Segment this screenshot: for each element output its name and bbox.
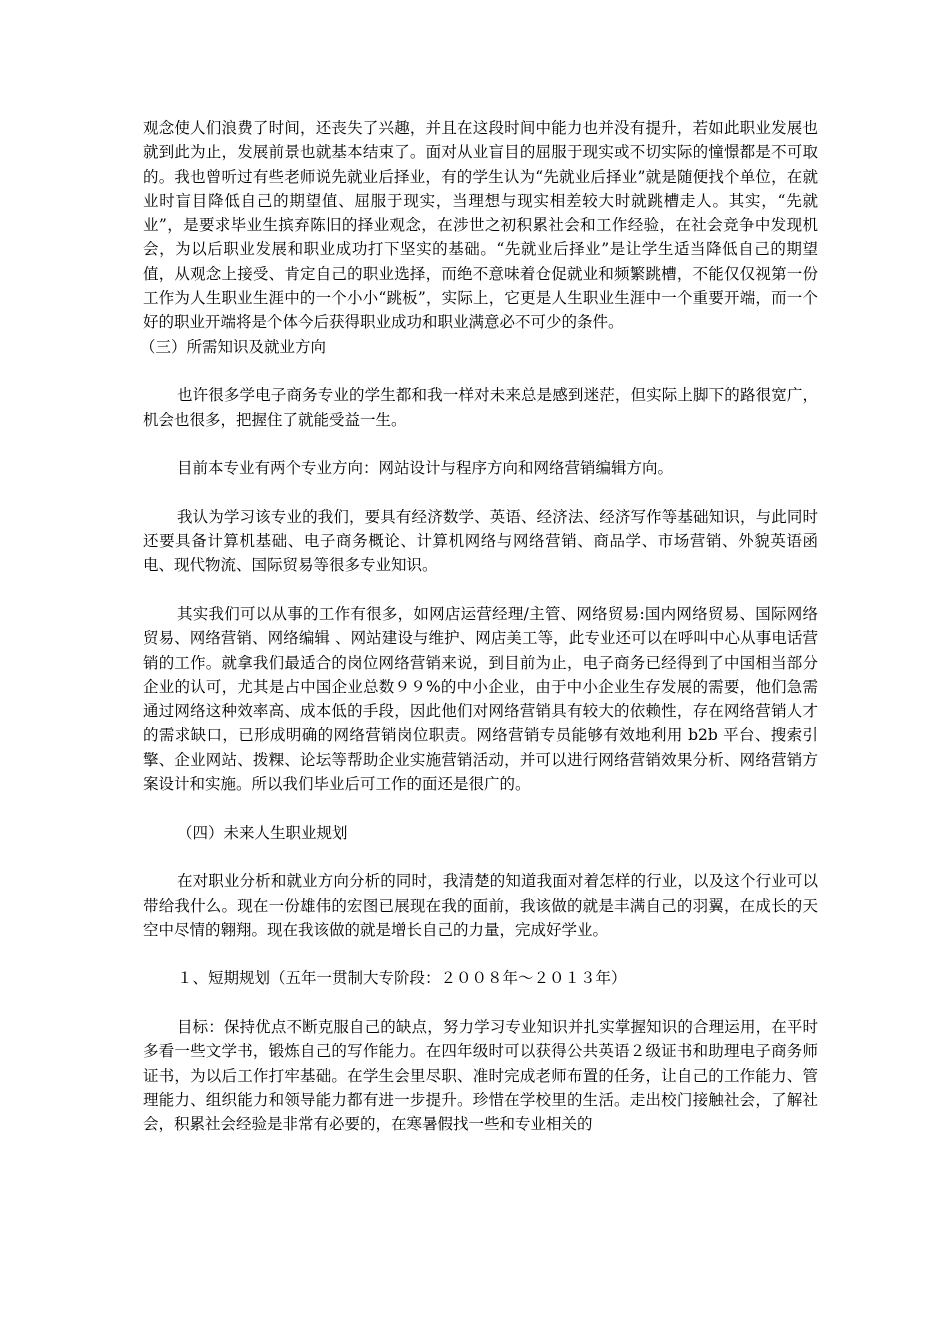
paragraph-job-options: 其实我们可以从事的工作有很多，如网店运营经理/主管、网络贸易:国内网络贸易、国际网络贸易、网络营销、网络编辑 、网站建设与维护、网店美工等，此专业还可以在呼叫中心从事电话营销的工作。就拿我们最适合的岗位网络营销来说，到目前为止，电子商务已经得到了中国相当部分企业的认可，尤其是占中国企业总数９９%的中小企业，由于中小企业生存发展的需要，他们急需通过网络这种效率高、成本低的手段，因此他们对网络营销具有较大的依赖性，存在网络营销人才的需求缺口，已形成明确的网络营销岗位职责。网络营销专员能够有效地利用 b2b 平台、搜索引擎、企业网站、拨粿、论坛等帮助企业实施营销活动，并可以进行网络营销效果分析、网络营销方案设计和实施。所以我们毕业后可工作的面还是很广的。 [143, 604, 818, 794]
paragraph-knowledge-required: 我认为学习该专业的我们，要具有经济数学、英语、经济法、经济写作等基础知识，与此同时还要具备计算机基础、电子商务概论、计算机网络与网络营销、商品学、市场营销、外貌英语函电、现代物流、国际贸易等很多专业知识。 [143, 507, 818, 575]
paragraph-directions: 目前本专业有两个专业方向：网站设计与程序方向和网络营销编辑方向。 [177, 459, 674, 478]
section-heading-knowledge: （三）所需知识及就业方向 [140, 337, 327, 356]
paragraph-goals: 目标：保持优点不断克服自己的缺点，努力学习专业知识并扎实掌握知识的合理运用，在平时多看一些文学书，锻炼自己的写作能力。在四年级时可以获得公共英语２级证书和助理电子商务师证书，为以后工作打牢基础。在学生会里尽职、准时完成老师布置的任务，让自己的工作能力、管理能力、组织能力和领导能力都有进一步提升。珍惜在学校里的生活。走出校门接触社会，了解社会，积累社会经验是非常有必要的，在寒暑假找一些和专业相关的 [143, 1017, 818, 1134]
paragraph-career-concept: 观念使人们浪费了时间，还丧失了兴趣，并且在这段时间中能力也并没有提升，若如此职业发展也就到此为止，发展前景也就基本结束了。面对从业盲目的屈服于现实或不切实际的憧憬都是不可取的。我也曾听过有些老师说先就业后择业，有的学生认为“先就业后择业”就是随便找个单位，在就业时盲目降低自己的期望值、屈服于现实，当理想与现实相差较大时就跳槽走人。其实，“先就业”，是要求毕业生摈弃陈旧的择业观念，在涉世之初积累社会和工作经验，在社会竞争中发现机会，为以后职业发展和职业成功打下坚实的基础。“先就业后择业”是让学生适当降低自己的期望值，从观念上接受、肯定自己的职业选择，而绝不意味着仓促就业和频繁跳槽，不能仅仅视第一份工作为人生职业生涯中的一个小小“跳板”，实际上，它更是人生职业生涯中一个重要开端，而一个好的职业开端将是个体今后获得职业成功和职业满意必不可少的条件。 [143, 119, 818, 332]
document-body [140, 116, 818, 1136]
section-heading-career-plan: （四）未来人生职业规划 [177, 823, 348, 842]
subheading-short-term-plan: １、短期规划（五年一贯制大专阶段：２００８年～２０１３年） [177, 969, 627, 988]
paragraph-industry-analysis: 在对职业分析和就业方向分析的同时，我清楚的知道我面对着怎样的行业，以及这个行业可以带给我什么。现在一份雄伟的宏图已展现在我的面前，我该做的就是丰满自己的羽翼，在成长的天空中尽情的翱翔。现在我该做的就是增长自己的力量，完成好学业。 [143, 872, 818, 939]
paragraph-future-path: 也许很多学电子商务专业的学生都和我一样对未来总是感到迷茫，但实际上脚下的路很宽广，机会也很多，把握住了就能受益一生。 [143, 386, 818, 429]
